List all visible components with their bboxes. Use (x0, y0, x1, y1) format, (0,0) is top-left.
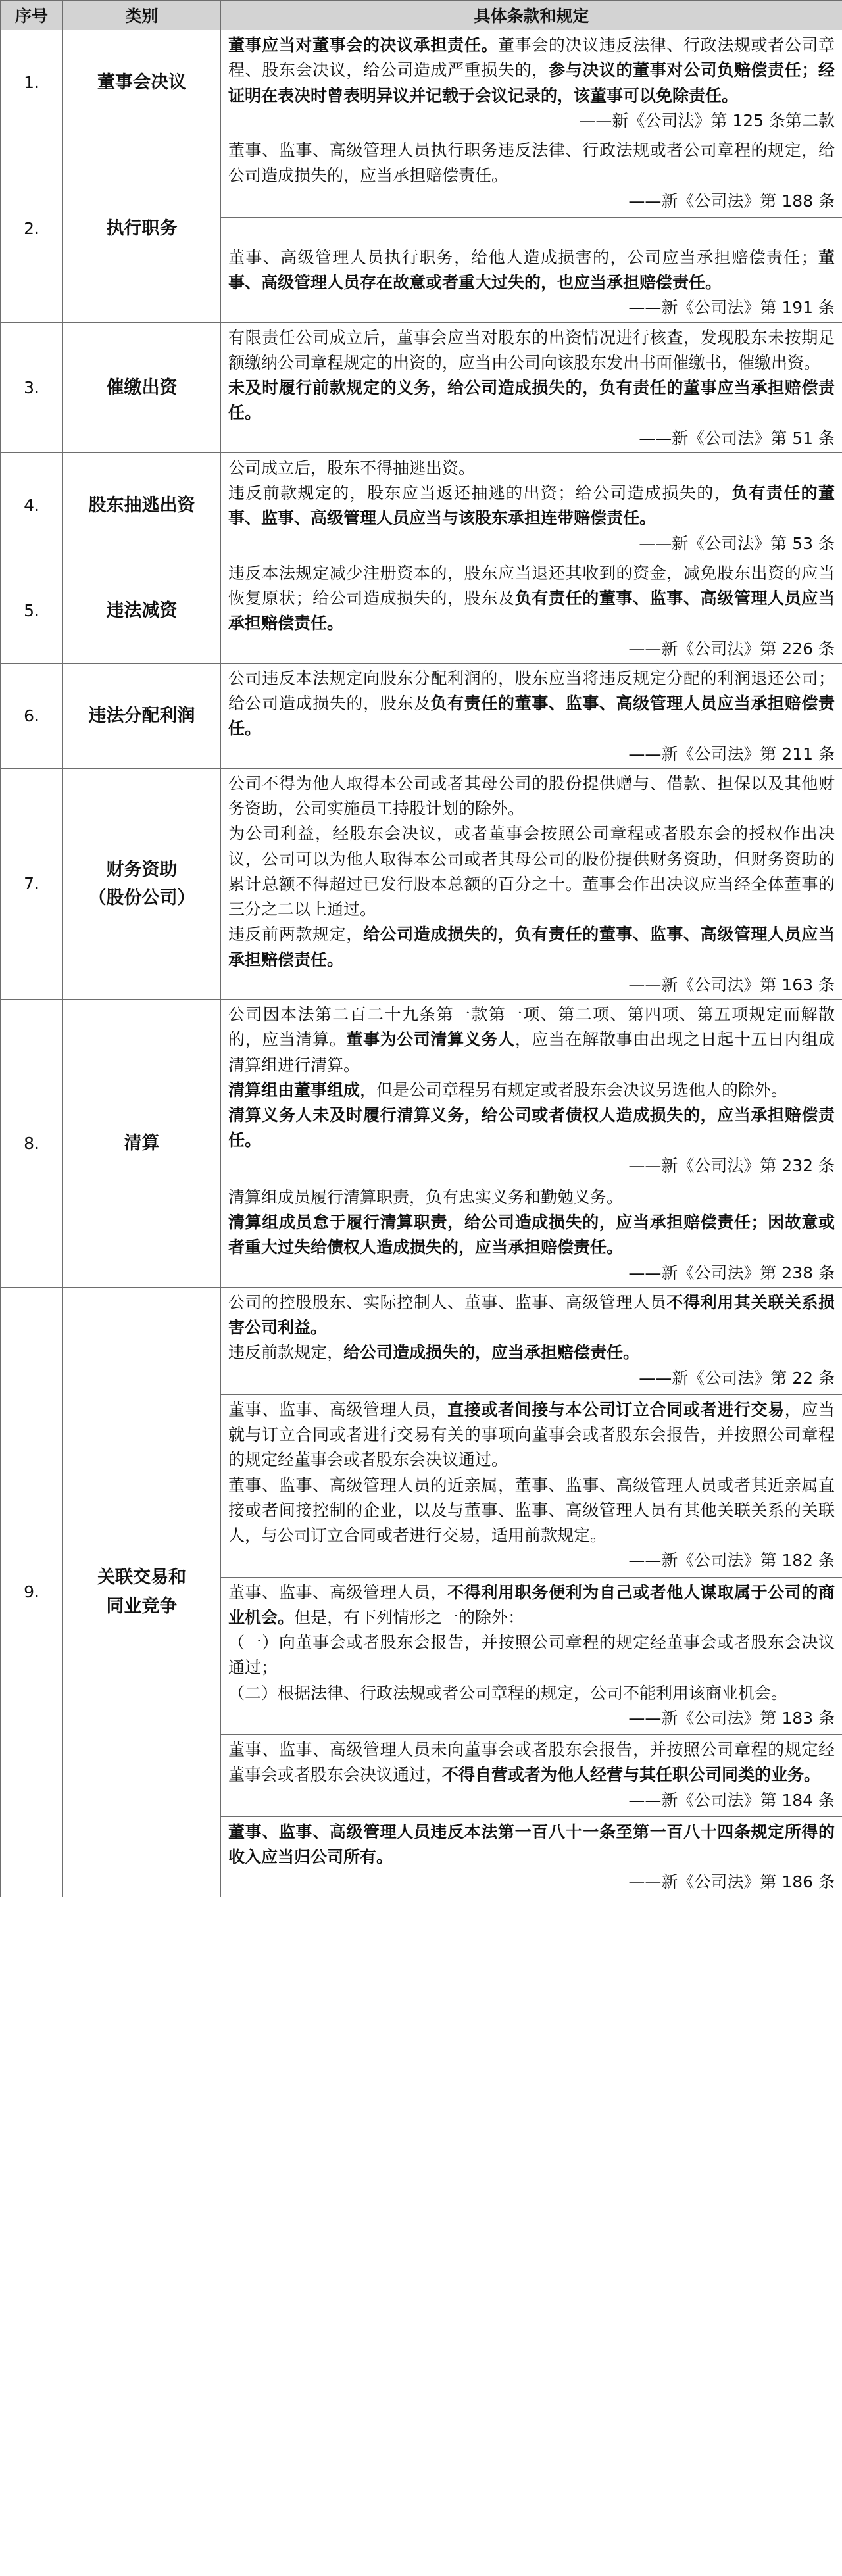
bold-text: 董事、监事、高级管理人员违反本法第一百八十一条至第一百八十四条规定所得的收入应当归公司所有。 (228, 1822, 835, 1866)
table-row (1, 1000, 842, 1288)
bold-text: 给公司造成损失的，负有责任的董事、监事、高级管理人员应当承担赔偿责任。 (228, 925, 835, 969)
text: 为公司利益，经股东会决议，或者董事会按照公司章程或者股东会的授权作出决议，公司可以为他人取得本公司或者其母公司的股份提供财务资助，但财务资助的累计总额不得超过已发行股本总额的百分之十。董事会作出决议应当经全体董事的三分之二以上通过。 (228, 824, 835, 919)
bold-text: 不得利用职务便利为自己或者他人谋取属于公司的商业机会。 (228, 1582, 835, 1627)
header-provisions: 具体条款和规定 (221, 1, 842, 30)
provision-section (221, 217, 842, 321)
text: 公司因本法第二百二十九条第一款第一项、第二项、第四项、第五项规定而解散的，应当清算。 (228, 1005, 835, 1050)
category-line: 财务资助 (106, 859, 178, 880)
table-body (1, 30, 842, 1897)
provision-paragraph (228, 561, 835, 637)
header-category: 类别 (63, 1, 221, 30)
text: 公司的控股股东、实际控制人、董事、监事、高级管理人员 (228, 1292, 667, 1312)
provision-paragraph (228, 666, 835, 742)
text: 违反前两款规定， (228, 925, 364, 944)
row-category (63, 768, 221, 999)
text: 清算组成员履行清算职责，负有忠实义务和勤勉义务。 (228, 1187, 624, 1207)
bold-text: 不得利用其关联关系损害公司利益。 (228, 1292, 835, 1337)
provision-section (221, 1816, 842, 1895)
row-number: 9. (1, 1287, 63, 1897)
provision-section (228, 138, 835, 214)
provision-paragraph (228, 1580, 835, 1631)
text: 公司违反本法规定向股东分配利润的，股东应当将违反规定分配的利润退还公司；给公司造成损失的，股东及 (228, 668, 835, 713)
provision-paragraph (228, 1630, 835, 1681)
provision-paragraph (228, 326, 835, 376)
header-number: 序号 (1, 1, 63, 30)
provision-paragraph (228, 821, 835, 922)
provision-section (221, 1734, 842, 1813)
provision-paragraph (228, 245, 835, 296)
row-category (63, 663, 221, 768)
table-row (1, 1287, 842, 1897)
row-number: 4. (1, 452, 63, 558)
row-number: 1. (1, 30, 63, 135)
article-citation: ——新《公司法》第 226 条 (628, 639, 835, 658)
provision-section (228, 1002, 835, 1179)
row-provisions (221, 135, 842, 323)
table-row (1, 768, 842, 999)
bold-text: 董事应当对董事会的决议承担责任。 (228, 36, 499, 55)
article-citation: ——新《公司法》第 22 条 (639, 1368, 835, 1388)
category-line: 董事会决议 (97, 72, 186, 93)
article-citation: ——新《公司法》第 186 条 (628, 1872, 835, 1892)
provision-paragraph (228, 1078, 835, 1103)
row-provisions (221, 30, 842, 135)
provision-paragraph (228, 33, 835, 109)
row-number: 2. (1, 135, 63, 323)
row-number: 6. (1, 663, 63, 768)
category-line: 同业竞争 (106, 1595, 178, 1616)
text: 公司不得为他人取得本公司或者其母公司的股份提供赠与、借款、担保以及其他财务资助，公司实施员工持股计划的除外。 (228, 773, 835, 818)
provision-section (221, 1394, 842, 1574)
bold-text: 负有责任的董事、监事、高级管理人员应当与该股东承担连带赔偿责任。 (228, 483, 835, 528)
provision-paragraph (228, 1340, 835, 1365)
row-provisions (221, 768, 842, 999)
text: 违反前款规定的，股东应当返还抽逃的出资；给公司造成损失的， (228, 483, 732, 502)
article-citation: ——新《公司法》第 238 条 (628, 1263, 835, 1282)
provision-paragraph (228, 1473, 835, 1549)
text: 违反前款规定， (228, 1343, 344, 1363)
row-provisions (221, 322, 842, 452)
table-row (1, 452, 842, 558)
category-line: 清算 (124, 1132, 160, 1154)
row-number: 3. (1, 322, 63, 452)
category-line: 股东抽逃出资 (88, 495, 195, 516)
provision-section (228, 666, 835, 767)
provision-paragraph (228, 1820, 835, 1870)
text: 董事、监事、高级管理人员未向董事会或者股东会报告，并按照公司章程的规定经董事会或者股东会决议通过， (228, 1740, 835, 1785)
table-row (1, 663, 842, 768)
category-line: （股份公司） (88, 887, 195, 908)
text: 董事、监事、高级管理人员的近亲属，董事、监事、高级管理人员或者其近亲属直接或者间接控制的企业，以及与董事、监事、高级管理人员有其他关联关系的关联人，与公司订立合同或者进行交易，适用前款规定。 (228, 1475, 835, 1545)
bold-text: 未及时履行前款规定的义务，给公司造成损失的，负有责任的董事应当承担赔偿责任。 (228, 378, 835, 423)
bold-text: 董事为公司清算义务人 (346, 1030, 515, 1050)
article-citation: ——新《公司法》第 184 条 (628, 1790, 835, 1810)
article-citation: ——新《公司法》第 183 条 (628, 1708, 835, 1728)
category-line: 催缴出资 (106, 377, 178, 398)
provision-paragraph (228, 1103, 835, 1154)
text: ，应当就与订立合同或者进行交易有关的事项向董事会或者股东会报告，并按照公司章程的规定经董事会或者股东会决议通过。 (228, 1399, 835, 1470)
provision-paragraph (228, 1185, 835, 1210)
provision-section (228, 561, 835, 662)
provision-section (221, 1182, 842, 1286)
provision-paragraph (228, 138, 835, 189)
article-citation: ——新《公司法》第 163 条 (628, 975, 835, 994)
category-line: 关联交易和 (97, 1567, 186, 1588)
table-row (1, 322, 842, 452)
table-row (1, 135, 842, 323)
provision-paragraph (228, 1002, 835, 1078)
bold-text: 给公司造成损失的，应当承担赔偿责任。 (343, 1343, 640, 1363)
provision-section (221, 1577, 842, 1732)
text: 董事会的决议违反法律、行政法规或者公司章程、股东会决议，给公司造成严重损失的， (228, 36, 835, 80)
text: 有限责任公司成立后，董事会应当对股东的出资情况进行核查，发现股东未按期足额缴纳公司章程规定的出资的，应当由公司向该股东发出书面催缴书，催缴出资。 (228, 328, 835, 372)
row-provisions (221, 1000, 842, 1288)
row-category (63, 1287, 221, 1897)
row-category (63, 135, 221, 323)
text: 董事、监事、高级管理人员执行职务违反法律、行政法规或者公司章程的规定，给公司造成损失的，应当承担赔偿责任。 (228, 141, 835, 185)
section-gap (228, 220, 835, 245)
provision-paragraph (228, 1681, 835, 1706)
row-number: 8. (1, 1000, 63, 1288)
bold-text: 清算组成员怠于履行清算职责，给公司造成损失的，应当承担赔偿责任；因故意或者重大过失给债权人造成损失的，应当承担赔偿责任。 (228, 1213, 835, 1257)
provision-section (228, 456, 835, 556)
provision-paragraph (228, 376, 835, 426)
category-line: 执行职务 (106, 218, 178, 239)
provision-paragraph (228, 771, 835, 822)
bold-text: 清算组由董事组成 (228, 1080, 360, 1100)
row-number: 5. (1, 558, 63, 663)
row-provisions (221, 452, 842, 558)
provision-section (228, 326, 835, 451)
text: 董事、监事、高级管理人员， (228, 1399, 448, 1419)
row-number: 7. (1, 768, 63, 999)
row-provisions (221, 1287, 842, 1897)
category-line: 违法减资 (106, 600, 178, 621)
row-category (63, 558, 221, 663)
provision-paragraph (228, 481, 835, 531)
text: 董事、监事、高级管理人员， (228, 1582, 448, 1602)
table-row (1, 30, 842, 135)
article-citation: ——新《公司法》第 191 条 (628, 298, 835, 318)
table-row (1, 558, 842, 663)
article-citation: ——新《公司法》第 211 条 (628, 744, 835, 764)
provision-paragraph (228, 456, 835, 481)
provision-paragraph (228, 1738, 835, 1788)
provision-paragraph (228, 1290, 835, 1341)
provision-section (228, 1290, 835, 1391)
provision-paragraph (228, 1210, 835, 1261)
provision-paragraph (228, 1397, 835, 1473)
text: ，应当在解散事由出现之日起十五日内组成清算组进行清算。 (228, 1030, 835, 1075)
category-line: 违法分配利润 (88, 705, 195, 726)
bold-text: 董事、高级管理人员存在故意或者重大过失的，也应当承担赔偿责任。 (228, 247, 835, 292)
bold-text: 清算义务人未及时履行清算义务，给公司或者债权人造成损失的，应当承担赔偿责任。 (228, 1106, 835, 1150)
row-provisions (221, 558, 842, 663)
row-category (63, 452, 221, 558)
bold-text: 负有责任的董事、监事、高级管理人员应当承担赔偿责任。 (228, 589, 835, 633)
article-citation: ——新《公司法》第 188 条 (628, 191, 835, 210)
text: 公司成立后，股东不得抽逃出资。 (228, 458, 476, 477)
row-category (63, 322, 221, 452)
text: ，但是公司章程另有规定或者股东会决议另选他人的除外。 (360, 1080, 788, 1100)
text: （一）向董事会或者股东会报告，并按照公司章程的规定经董事会或者股东会决议通过； (228, 1633, 835, 1678)
article-citation: ——新《公司法》第 51 条 (639, 428, 835, 448)
bold-text: 负有责任的董事、监事、高级管理人员应当承担赔偿责任。 (228, 694, 835, 739)
header-row (1, 1, 842, 30)
provision-section (228, 33, 835, 134)
text: 但是，有下列情形之一的除外： (294, 1607, 525, 1627)
bold-text: 直接或者间接与本公司订立合同或者进行交易 (447, 1399, 785, 1419)
article-citation: ——新《公司法》第 232 条 (628, 1155, 835, 1175)
provision-paragraph (228, 922, 835, 973)
bold-text: 参与决议的董事对公司负赔偿责任；经证明在表决时曾表明异议并记载于会议记录的，该董事可以免除责任。 (228, 61, 835, 105)
row-provisions (221, 663, 842, 768)
row-category (63, 1000, 221, 1288)
article-citation: ——新《公司法》第 53 条 (639, 533, 835, 553)
text: （二）根据法律、行政法规或者公司章程的规定，公司不能利用该商业机会。 (228, 1683, 788, 1703)
bold-text: 不得自营或者为他人经营与其任职公司同类的业务。 (442, 1765, 821, 1785)
text: 董事、高级管理人员执行职务，给他人造成损害的，公司应当承担赔偿责任； (228, 247, 818, 267)
text: 违反本法规定减少注册资本的，股东应当退还其收到的资金，减免股东出资的应当恢复原状；给公司造成损失的，股东及 (228, 563, 835, 608)
article-citation: ——新《公司法》第 182 条 (628, 1551, 835, 1570)
provision-section (228, 771, 835, 998)
row-category (63, 30, 221, 135)
article-citation: ——新《公司法》第 125 条第二款 (579, 110, 835, 130)
